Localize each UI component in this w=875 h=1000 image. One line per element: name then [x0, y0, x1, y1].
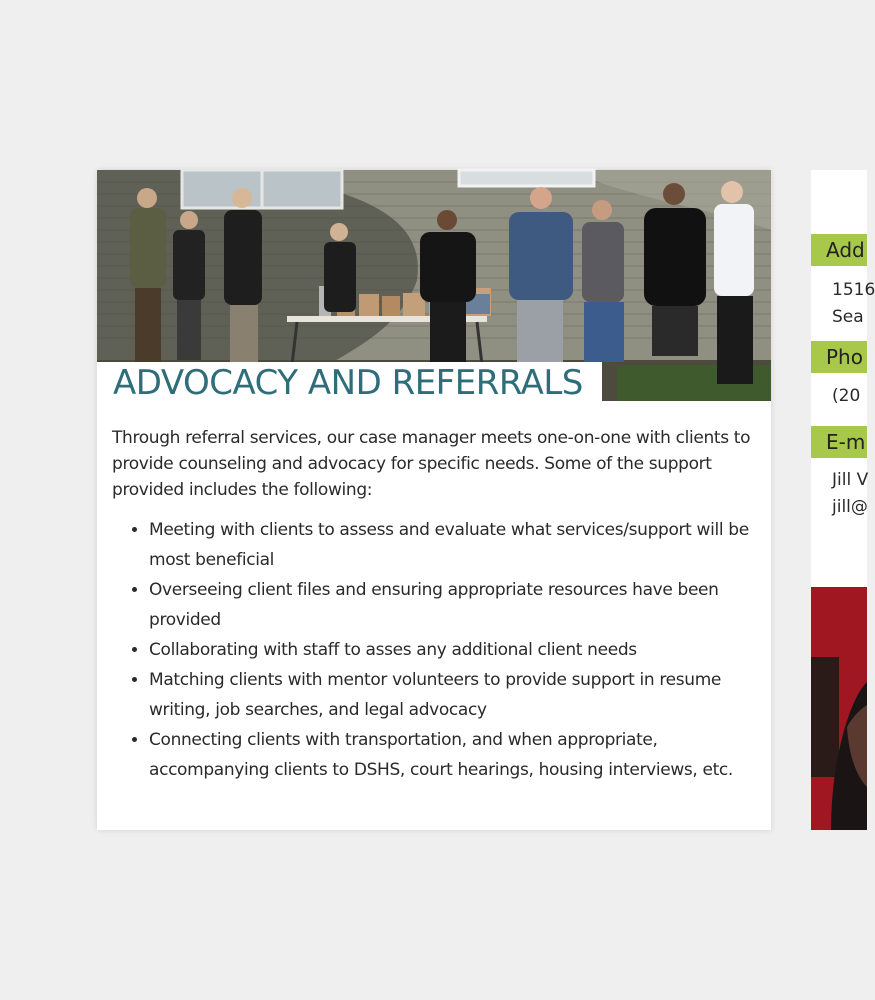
email-label: E-m: [826, 430, 866, 454]
list-item: • Meeting with clients to assess and evaluate what services/support will be most beneficial: [149, 515, 774, 575]
address-label: Add: [826, 238, 865, 262]
address-label-bar: [811, 234, 867, 266]
email-label-bar: [811, 426, 867, 458]
side-photo: [811, 587, 867, 830]
list-item: • Connecting clients with transportation, and when appropriate, accompanying clients to DSHS, court hearings, housing interviews, etc.: [149, 725, 774, 785]
page-title: ADVOCACY AND REFERRALS: [113, 363, 583, 403]
intro-paragraph: Through referral services, our case manager meets one-on-one with clients to provide counseling and advocacy for specific needs. Some of the support provided includes the following:: [112, 428, 751, 500]
list-item: • Collaborating with staff to asses any additional client needs: [149, 635, 774, 665]
phone-label-bar: [811, 341, 867, 373]
email-contact-name: Jill V: [832, 470, 869, 490]
advocacy-card: [97, 170, 771, 830]
support-list: [112, 515, 774, 785]
phone-value[interactable]: (20: [832, 386, 861, 406]
contact-card: [811, 170, 875, 830]
address-line-2: Sea: [832, 307, 864, 327]
phone-label: Pho: [826, 345, 863, 369]
email-link[interactable]: jill@: [832, 497, 868, 517]
list-item: • Matching clients with mentor volunteers to provide support in resume writing, job searches, and legal advocacy: [149, 665, 774, 725]
list-item: • Overseeing client files and ensuring appropriate resources have been provided: [149, 575, 774, 635]
address-line-1: 1516: [832, 280, 875, 300]
